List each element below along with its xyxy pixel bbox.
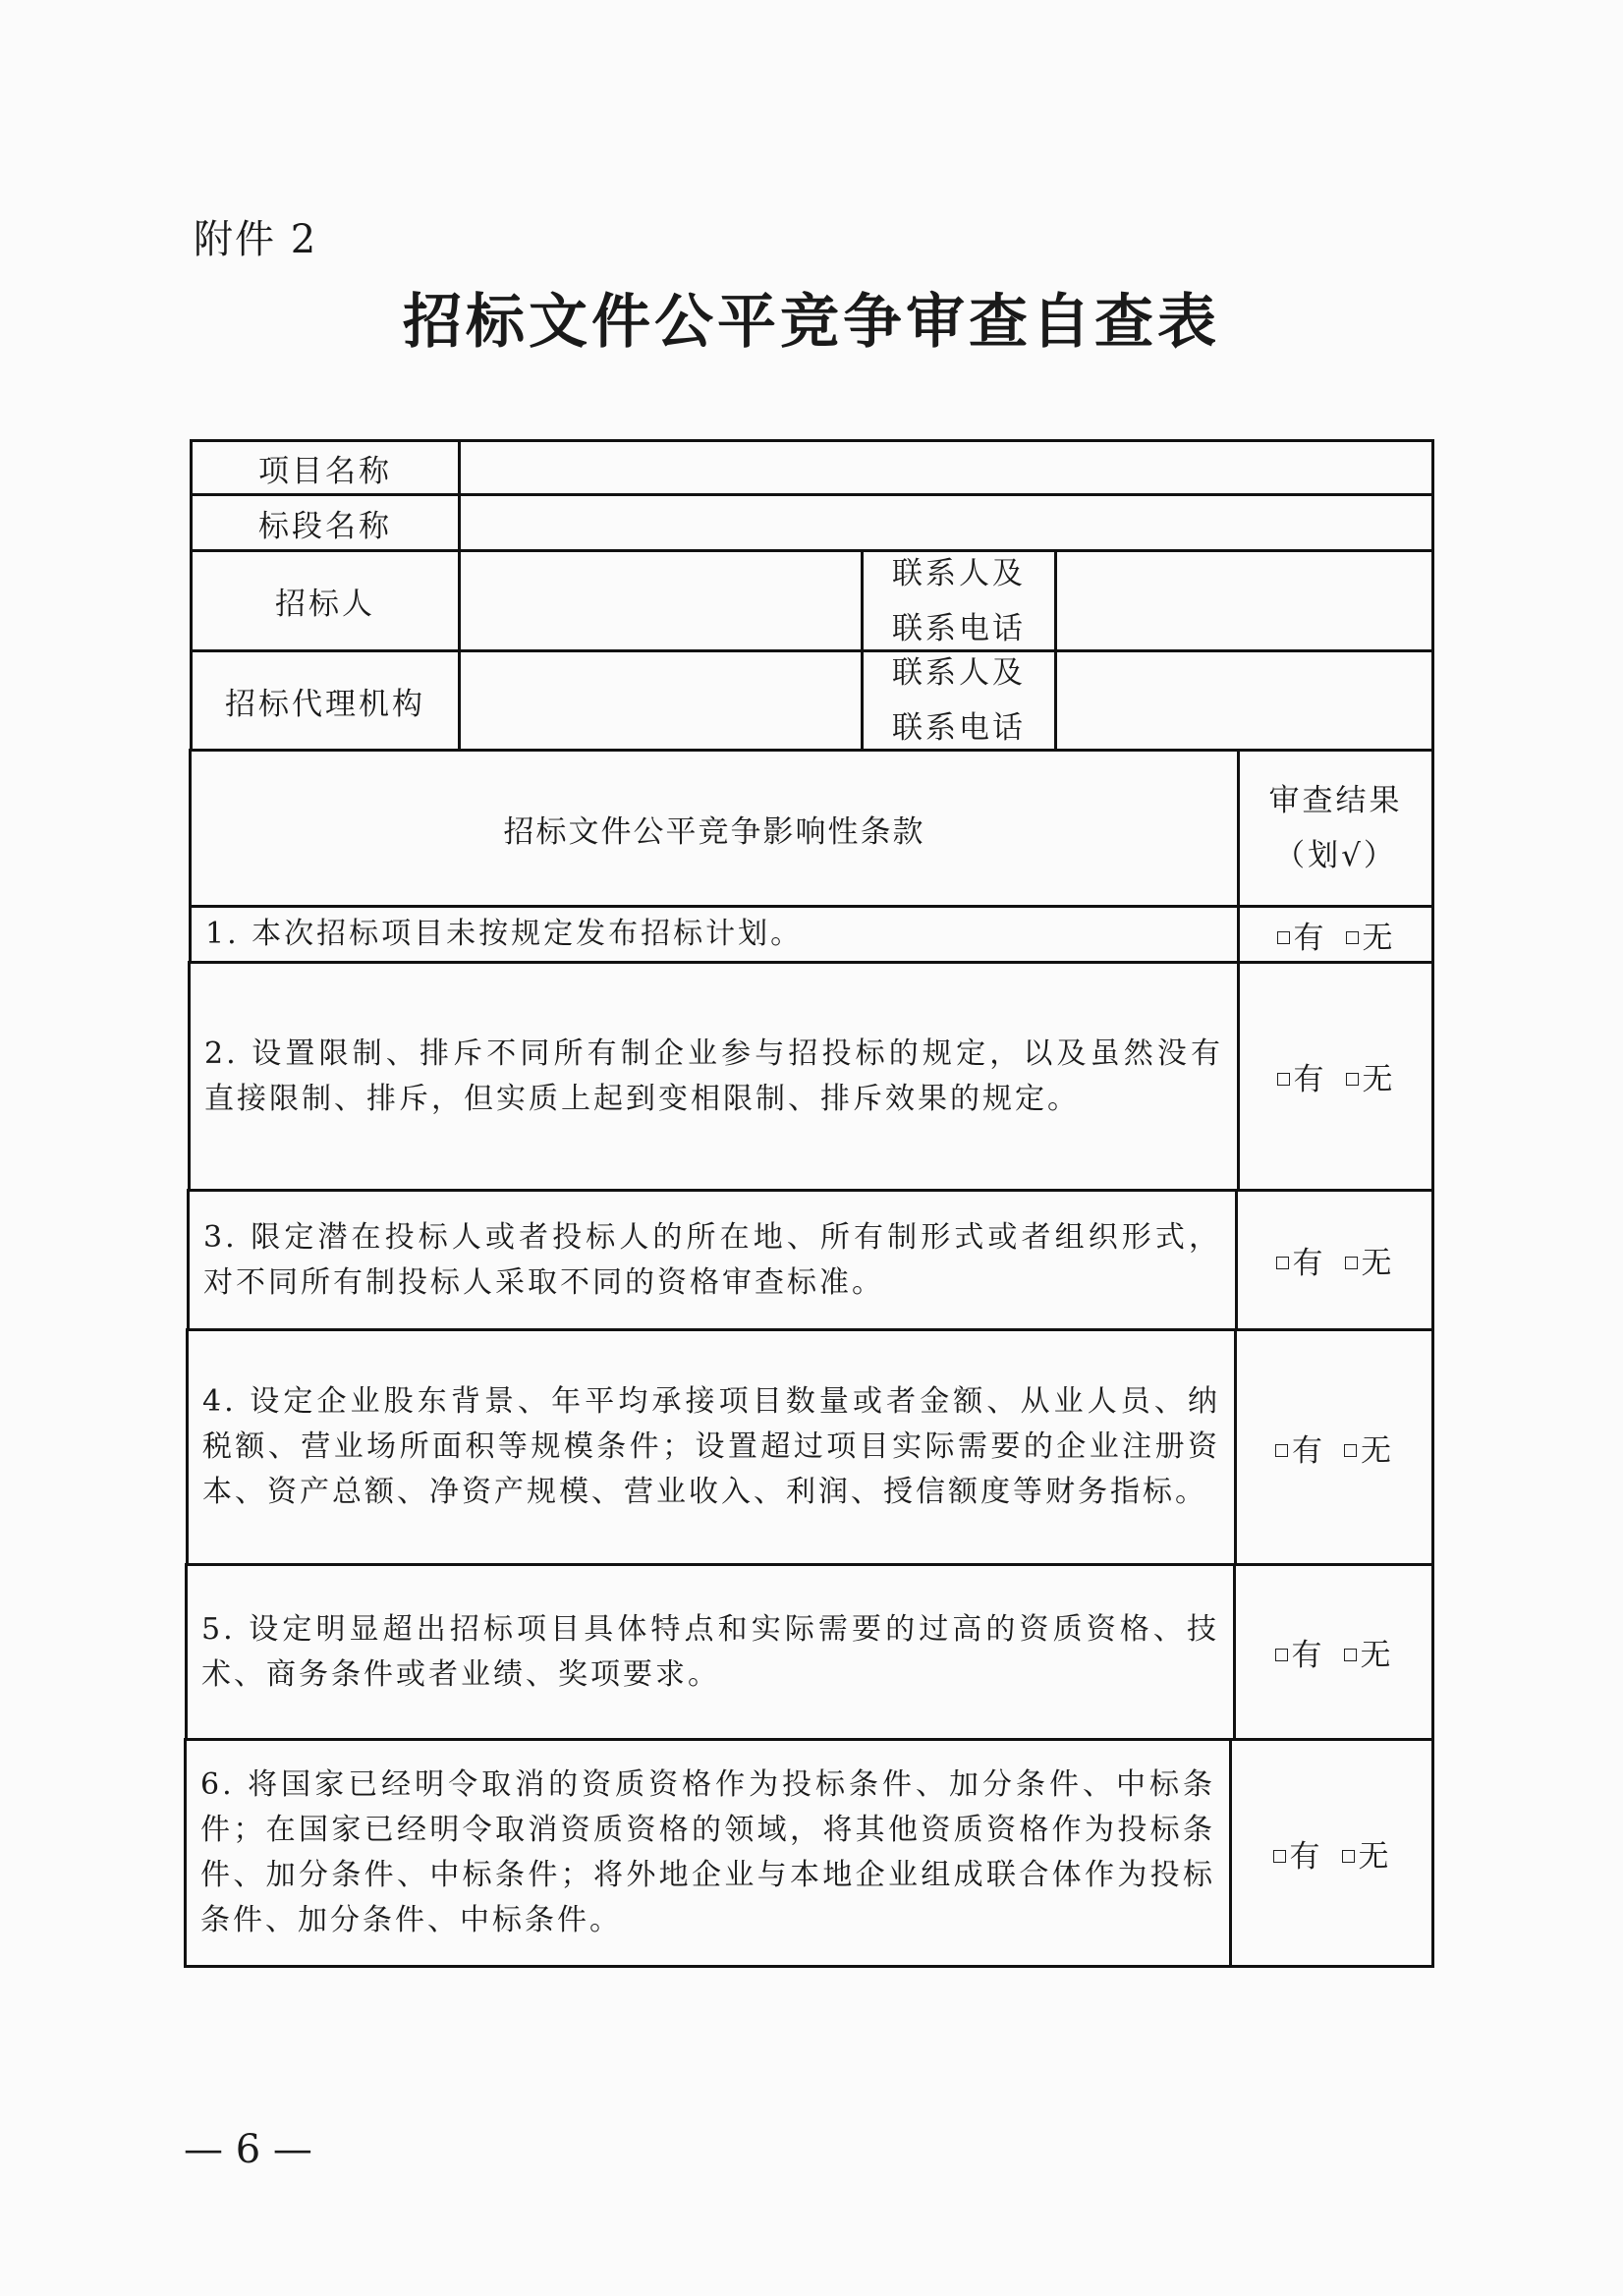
clause-text: 6. 将国家已经明令取消的资质资格作为投标条件、加分条件、中标条件；在国家已经明令取消资质资格的领域，将其他资质资格作为投标条件、加分条件、中标条件；将外地企业与本地企业组成联合体作为投标条件、加分条件、中标条件。 xyxy=(184,1738,1232,1968)
tenderer-field[interactable] xyxy=(458,549,864,652)
section-name-field[interactable] xyxy=(458,493,1434,552)
option-no[interactable] xyxy=(1344,1426,1393,1470)
agency-contact-field[interactable] xyxy=(1054,649,1434,752)
section-name-label: 标段名称 xyxy=(190,493,461,552)
option-yes[interactable] xyxy=(1275,1630,1324,1674)
option-no-label: 无 xyxy=(1362,920,1395,956)
checkbox-icon xyxy=(1344,1444,1357,1457)
option-no[interactable] xyxy=(1346,1054,1395,1098)
result-header-line1: 审查结果 xyxy=(1268,783,1403,818)
result-options xyxy=(1235,1189,1434,1331)
clause-text: 2. 设置限制、排斥不同所有制企业参与招投标的规定，以及虽然没有直接限制、排斥，但实质上起到变相限制、排斥效果的规定。 xyxy=(188,961,1240,1192)
attachment-label: 附件 2 xyxy=(194,217,318,262)
option-yes[interactable] xyxy=(1277,913,1326,957)
option-no[interactable] xyxy=(1345,1238,1394,1282)
option-no-label: 无 xyxy=(1361,1432,1393,1469)
checkbox-icon xyxy=(1275,1649,1288,1661)
result-column-header xyxy=(1237,749,1434,908)
option-no-label: 无 xyxy=(1358,1838,1391,1875)
contact-label-line1: 联系人及 xyxy=(892,655,1026,691)
checkbox-icon xyxy=(1277,931,1290,944)
agency-field[interactable] xyxy=(458,649,864,752)
contact-label-line1: 联系人及 xyxy=(892,555,1026,591)
checkbox-icon xyxy=(1276,1257,1289,1269)
tenderer-contact-field[interactable] xyxy=(1054,549,1434,652)
option-no[interactable] xyxy=(1342,1831,1391,1876)
clause-text: 5. 设定明显超出招标项目具体特点和实际需要的过高的资质资格、技术、商务条件或者业绩、奖项要求。 xyxy=(185,1563,1236,1741)
checkbox-icon xyxy=(1346,1073,1359,1086)
tenderer-contact-label xyxy=(861,549,1057,652)
clause-column-header: 招标文件公平竞争影响性条款 xyxy=(189,749,1240,908)
option-no-label: 无 xyxy=(1361,1246,1394,1281)
option-no[interactable] xyxy=(1344,1630,1393,1674)
result-header-line2: （划√） xyxy=(1274,838,1397,873)
option-no[interactable] xyxy=(1346,913,1395,957)
option-yes-label: 有 xyxy=(1291,1638,1324,1673)
clause-text: 4. 设定企业股东背景、年平均承接项目数量或者金额、从业人员、纳税额、营业场所面积等规模条件；设置超过项目实际需要的企业注册资本、资产总额、净资产规模、营业收入、利润、授信额度等财务指标。 xyxy=(186,1328,1237,1566)
result-options xyxy=(1233,1563,1434,1741)
result-options xyxy=(1237,961,1434,1192)
project-name-label: 项目名称 xyxy=(190,439,461,496)
checkbox-icon xyxy=(1277,1073,1290,1086)
clause-text: 3. 限定潜在投标人或者投标人的所在地、所有制形式或者组织形式，对不同所有制投标人采取不同的资格审查标准。 xyxy=(187,1189,1238,1331)
option-yes-label: 有 xyxy=(1293,920,1326,956)
checkbox-icon xyxy=(1346,931,1359,944)
option-yes[interactable] xyxy=(1273,1831,1322,1876)
agency-label: 招标代理机构 xyxy=(190,649,461,752)
result-options xyxy=(1229,1738,1434,1968)
page-number: — 6 — xyxy=(184,2127,312,2172)
project-name-field[interactable] xyxy=(458,439,1434,496)
contact-label-line2: 联系电话 xyxy=(892,710,1026,746)
option-yes-label: 有 xyxy=(1289,1838,1322,1875)
checkbox-icon xyxy=(1344,1649,1357,1661)
option-yes[interactable] xyxy=(1276,1238,1325,1282)
contact-label-line2: 联系电话 xyxy=(892,610,1026,646)
option-yes-label: 有 xyxy=(1292,1246,1325,1281)
checkbox-icon xyxy=(1273,1850,1286,1863)
option-yes-label: 有 xyxy=(1292,1432,1324,1469)
result-options xyxy=(1234,1328,1434,1566)
option-yes-label: 有 xyxy=(1293,1062,1326,1097)
result-options xyxy=(1237,905,1434,964)
option-no-label: 无 xyxy=(1360,1638,1393,1673)
agency-contact-label xyxy=(861,649,1057,752)
tenderer-label: 招标人 xyxy=(190,549,461,652)
option-yes[interactable] xyxy=(1277,1054,1326,1098)
checkbox-icon xyxy=(1342,1850,1355,1863)
option-no-label: 无 xyxy=(1362,1062,1395,1097)
clause-text: 1. 本次招标项目未按规定发布招标计划。 xyxy=(189,905,1240,964)
checkbox-icon xyxy=(1275,1444,1288,1457)
option-yes[interactable] xyxy=(1275,1426,1324,1470)
checkbox-icon xyxy=(1345,1257,1358,1269)
page-title: 招标文件公平竞争审查自查表 xyxy=(403,288,1220,357)
